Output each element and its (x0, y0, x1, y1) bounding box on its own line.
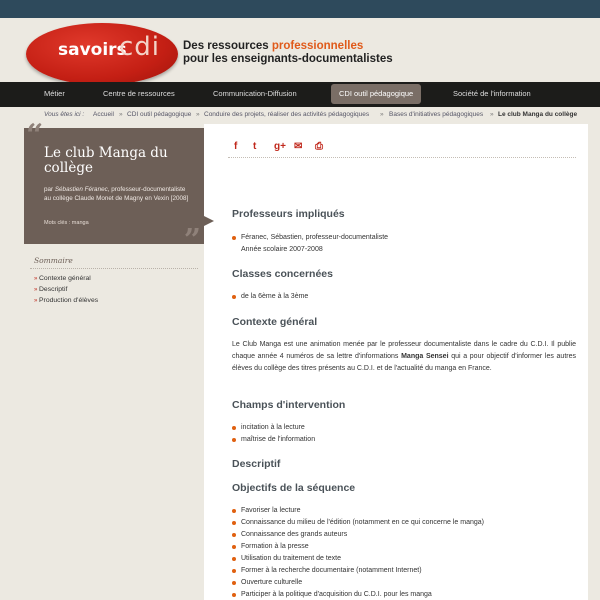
breadcrumb-link-projets[interactable]: Conduire des projets, réaliser des activités pédagogiques (204, 111, 370, 118)
tagline-highlight: professionnelles (271, 40, 364, 52)
title-box-pointer (204, 216, 214, 226)
breadcrumb-link-bases[interactable]: Bases d'initiatives pédagogiques (389, 111, 484, 118)
contexte-paragraph: Le Club Manga est une animation menée par le professeur documentaliste dans le cadre du C.D.I. Il publie chaque année 4 numéros de sa lettre d'informations Manga Sensei qui a pour objectif d'informer les autres élèves du collège des titres présents au C.D.I. et de l'actualité du manga en France. (232, 341, 576, 372)
breadcrumb-current: Le club Manga du collège (498, 111, 578, 118)
sidebar-item-label: Contexte général (39, 275, 91, 282)
author-description: , professeur-documentaliste au collège Claude Monet de Magny en Vexin [2008] (44, 186, 189, 202)
logo-word-cdi: cdi (119, 32, 161, 62)
sidebar-divider (30, 268, 198, 269)
breadcrumb-separator: » (380, 111, 384, 118)
author-name: Sébastien Féranec (54, 186, 108, 193)
article-title-box (24, 118, 204, 258)
heading-contexte: Contexte général (232, 316, 318, 328)
facebook-icon[interactable]: f (234, 141, 238, 152)
sidebar-title: Sommaire (34, 256, 73, 265)
sidebar-item-label: Production d'élèves (39, 297, 99, 304)
byline-prefix: par (44, 186, 55, 193)
breadcrumb-separator: » (196, 111, 200, 118)
nav-item-metier[interactable]: Métier (44, 89, 65, 98)
main-nav (0, 82, 600, 107)
breadcrumb-link-cdi[interactable]: CDI outil pédagogique (127, 111, 192, 118)
twitter-icon[interactable]: t (253, 141, 257, 152)
article-title: Le club Manga du collège (44, 145, 168, 176)
breadcrumb-label: Vous êtes ici : (44, 111, 85, 118)
breadcrumb-separator: » (119, 111, 123, 118)
googleplus-icon[interactable]: g+ (274, 141, 286, 152)
school-year: Année scolaire 2007-2008 (241, 246, 323, 253)
nav-item-centre-ressources[interactable]: Centre de ressources (103, 89, 175, 98)
site-header (0, 18, 600, 82)
breadcrumb-separator: » (490, 111, 494, 118)
sidebar-item-contexte[interactable] (34, 275, 91, 282)
breadcrumb-link-accueil[interactable]: Accueil (93, 111, 114, 118)
article-keywords[interactable]: Mots clés : manga (44, 220, 89, 226)
tagline-line2: pour les enseignants-documentalistes (183, 53, 393, 65)
arrow-icon: » (34, 298, 40, 304)
site-tagline (183, 40, 393, 66)
nav-item-cdi-outil[interactable]: CDI outil pédagogique (331, 84, 421, 104)
heading-champs: Champs d'intervention (232, 399, 346, 411)
logo-word-savoirs: savoirs (58, 40, 127, 60)
sidebar-item-label: Descriptif (39, 286, 68, 293)
tagline-prefix: Des ressources (183, 40, 272, 52)
sidebar-item-production[interactable] (34, 297, 98, 304)
email-icon[interactable]: ✉ (294, 141, 303, 152)
breadcrumb (0, 108, 600, 122)
arrow-icon: » (34, 287, 40, 293)
article-byline (44, 186, 194, 203)
heading-objectifs: Objectifs de la séquence (232, 482, 356, 494)
heading-classes: Classes concernées (232, 268, 333, 280)
nav-item-communication[interactable]: Communication-Diffusion (213, 89, 297, 98)
open-quote-icon: “ (26, 118, 44, 153)
site-logo[interactable] (26, 23, 178, 85)
close-quote-icon: ” (183, 223, 201, 258)
print-icon[interactable]: ⎙ (315, 141, 323, 152)
manga-sensei-title: Manga Sensei (401, 353, 449, 360)
heading-professeurs: Professeurs impliqués (232, 208, 345, 220)
heading-descriptif: Descriptif (232, 458, 281, 470)
sidebar-item-descriptif[interactable] (34, 286, 67, 293)
arrow-icon: » (34, 276, 40, 282)
share-divider (228, 157, 576, 158)
nav-item-societe[interactable]: Société de l'information (453, 89, 531, 98)
top-strip (0, 0, 600, 18)
